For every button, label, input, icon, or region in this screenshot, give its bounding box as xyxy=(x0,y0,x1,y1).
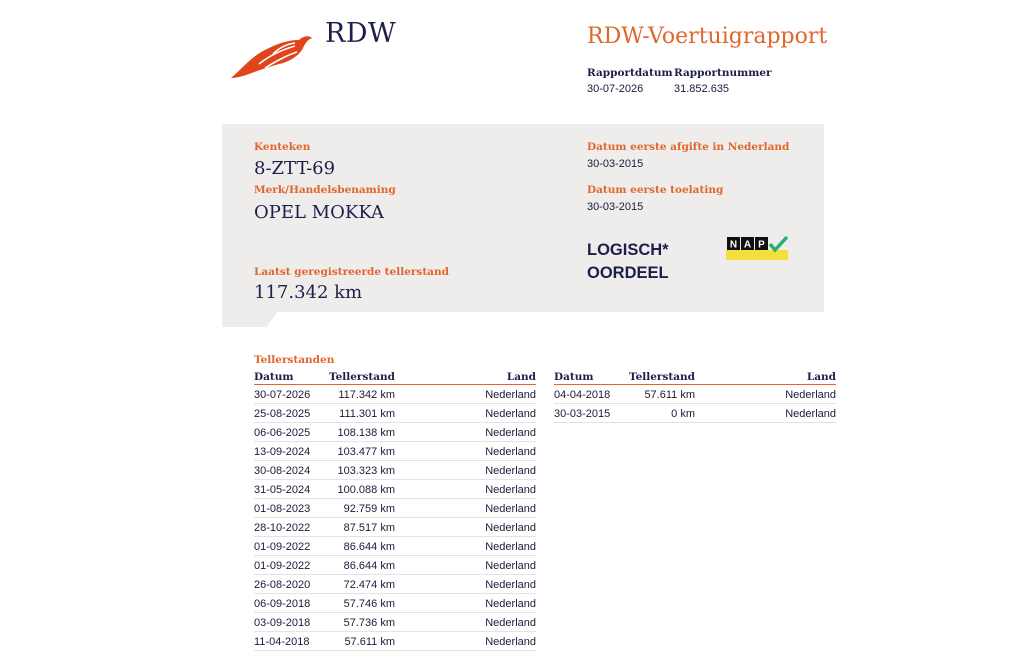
reading-country: Nederland xyxy=(485,446,536,458)
reading-km: 57.611 km xyxy=(344,636,395,648)
reading-date: 28-10-2022 xyxy=(254,522,311,534)
reading-km: 111.301 km xyxy=(339,408,395,420)
report-number-label: Rapportnummer xyxy=(674,67,772,79)
plate-label: Kenteken xyxy=(254,141,311,153)
reading-country: Nederland xyxy=(485,541,536,553)
table-row xyxy=(254,632,536,651)
nap-letter-p: P xyxy=(758,239,765,251)
reading-date: 06-09-2018 xyxy=(254,598,311,610)
reading-date: 31-05-2024 xyxy=(254,484,311,496)
table-row xyxy=(254,442,536,461)
table-row xyxy=(554,385,836,404)
reading-country: Nederland xyxy=(485,408,536,420)
reading-date: 13-09-2024 xyxy=(254,446,311,458)
reading-date: 04-04-2018 xyxy=(554,389,611,401)
odometer-label: Laatst geregistreerde tellerstand xyxy=(254,266,449,278)
reading-country: Nederland xyxy=(785,389,836,401)
nap-letter-n: N xyxy=(729,239,738,251)
table-row xyxy=(254,423,536,442)
panel-pointer xyxy=(222,311,278,327)
report-date: 30-07-2026 xyxy=(587,83,644,95)
reading-date: 30-07-2026 xyxy=(254,389,311,401)
reading-date: 30-03-2015 xyxy=(554,408,611,420)
reading-date: 03-09-2018 xyxy=(254,617,311,629)
reading-km: 57.746 km xyxy=(343,598,395,610)
nap-check-icon xyxy=(726,236,790,261)
reading-country: Nederland xyxy=(485,579,536,591)
header-km: Tellerstand xyxy=(628,371,695,383)
report-number: 31.852.635 xyxy=(674,83,730,95)
readings-table-right xyxy=(554,370,836,423)
reading-country: Nederland xyxy=(485,560,536,572)
reading-km: 57.736 km xyxy=(343,617,395,629)
reading-km: 108.138 km xyxy=(337,427,395,439)
table-row xyxy=(254,594,536,613)
plate-value: 8-ZTT-69 xyxy=(254,158,336,179)
table-row xyxy=(554,404,836,423)
table-row xyxy=(254,499,536,518)
reading-country: Nederland xyxy=(485,427,536,439)
reading-country: Nederland xyxy=(485,503,536,515)
report-title: RDW-Voertuigrapport xyxy=(587,24,828,49)
reading-km: 57.611 km xyxy=(644,389,695,401)
reading-date: 11-04-2018 xyxy=(254,636,310,648)
reading-country: Nederland xyxy=(785,408,836,420)
reading-country: Nederland xyxy=(485,389,536,401)
first-registration-nl-label: Datum eerste afgifte in Nederland xyxy=(587,141,790,153)
reading-date: 25-08-2025 xyxy=(254,408,311,420)
header-km: Tellerstand xyxy=(328,371,395,383)
reading-km: 0 km xyxy=(671,408,695,420)
table-row xyxy=(254,404,536,423)
header-country: Land xyxy=(806,371,836,383)
first-admission-value: 30-03-2015 xyxy=(587,201,644,213)
reading-country: Nederland xyxy=(485,636,536,648)
make-value: OPEL MOKKA xyxy=(254,202,385,223)
reading-country: Nederland xyxy=(485,465,536,477)
table-row xyxy=(254,537,536,556)
reading-country: Nederland xyxy=(485,617,536,629)
reading-date: 06-06-2025 xyxy=(254,427,311,439)
reading-km: 103.477 km xyxy=(337,446,395,458)
brand-name: RDW xyxy=(325,18,397,49)
rdw-lion-logo-icon xyxy=(229,34,313,80)
reading-km: 87.517 km xyxy=(343,522,395,534)
reading-date: 30-08-2024 xyxy=(254,465,311,477)
first-registration-nl-value: 30-03-2015 xyxy=(587,158,644,170)
reading-km: 117.342 km xyxy=(338,389,395,401)
reading-km: 100.088 km xyxy=(337,484,395,496)
first-admission-label: Datum eerste toelating xyxy=(587,184,724,196)
nap-letter-a: A xyxy=(743,239,752,251)
table-row xyxy=(254,461,536,480)
reading-date: 01-08-2023 xyxy=(254,503,311,515)
table-header xyxy=(554,370,836,385)
make-label: Merk/Handelsbenaming xyxy=(254,184,396,196)
reading-km: 86.644 km xyxy=(343,541,395,553)
report-date-label: Rapportdatum xyxy=(587,67,673,79)
reading-country: Nederland xyxy=(485,522,536,534)
table-row xyxy=(254,575,536,594)
reading-km: 103.323 km xyxy=(337,465,395,477)
verdict-line-1: LOGISCH* xyxy=(587,241,669,259)
reading-km: 72.474 km xyxy=(343,579,395,591)
reading-country: Nederland xyxy=(485,484,536,496)
reading-km: 86.644 km xyxy=(343,560,395,572)
table-row xyxy=(254,385,536,404)
nap-verdict xyxy=(587,239,669,285)
header-country: Land xyxy=(506,371,536,383)
header-date: Datum xyxy=(254,371,294,383)
reading-km: 92.759 km xyxy=(343,503,395,515)
table-header xyxy=(254,370,536,385)
odometer-value: 117.342 km xyxy=(254,282,363,303)
table-row xyxy=(254,613,536,632)
reading-date: 26-08-2020 xyxy=(254,579,311,591)
table-row xyxy=(254,480,536,499)
header-date: Datum xyxy=(554,371,594,383)
readings-table-left xyxy=(254,370,536,651)
reading-date: 01-09-2022 xyxy=(254,541,311,553)
reading-country: Nederland xyxy=(485,598,536,610)
verdict-line-2: OORDEEL xyxy=(587,264,669,282)
table-row xyxy=(254,556,536,575)
odometer-readings-title: Tellerstanden xyxy=(254,354,335,366)
table-row xyxy=(254,518,536,537)
reading-date: 01-09-2022 xyxy=(254,560,311,572)
